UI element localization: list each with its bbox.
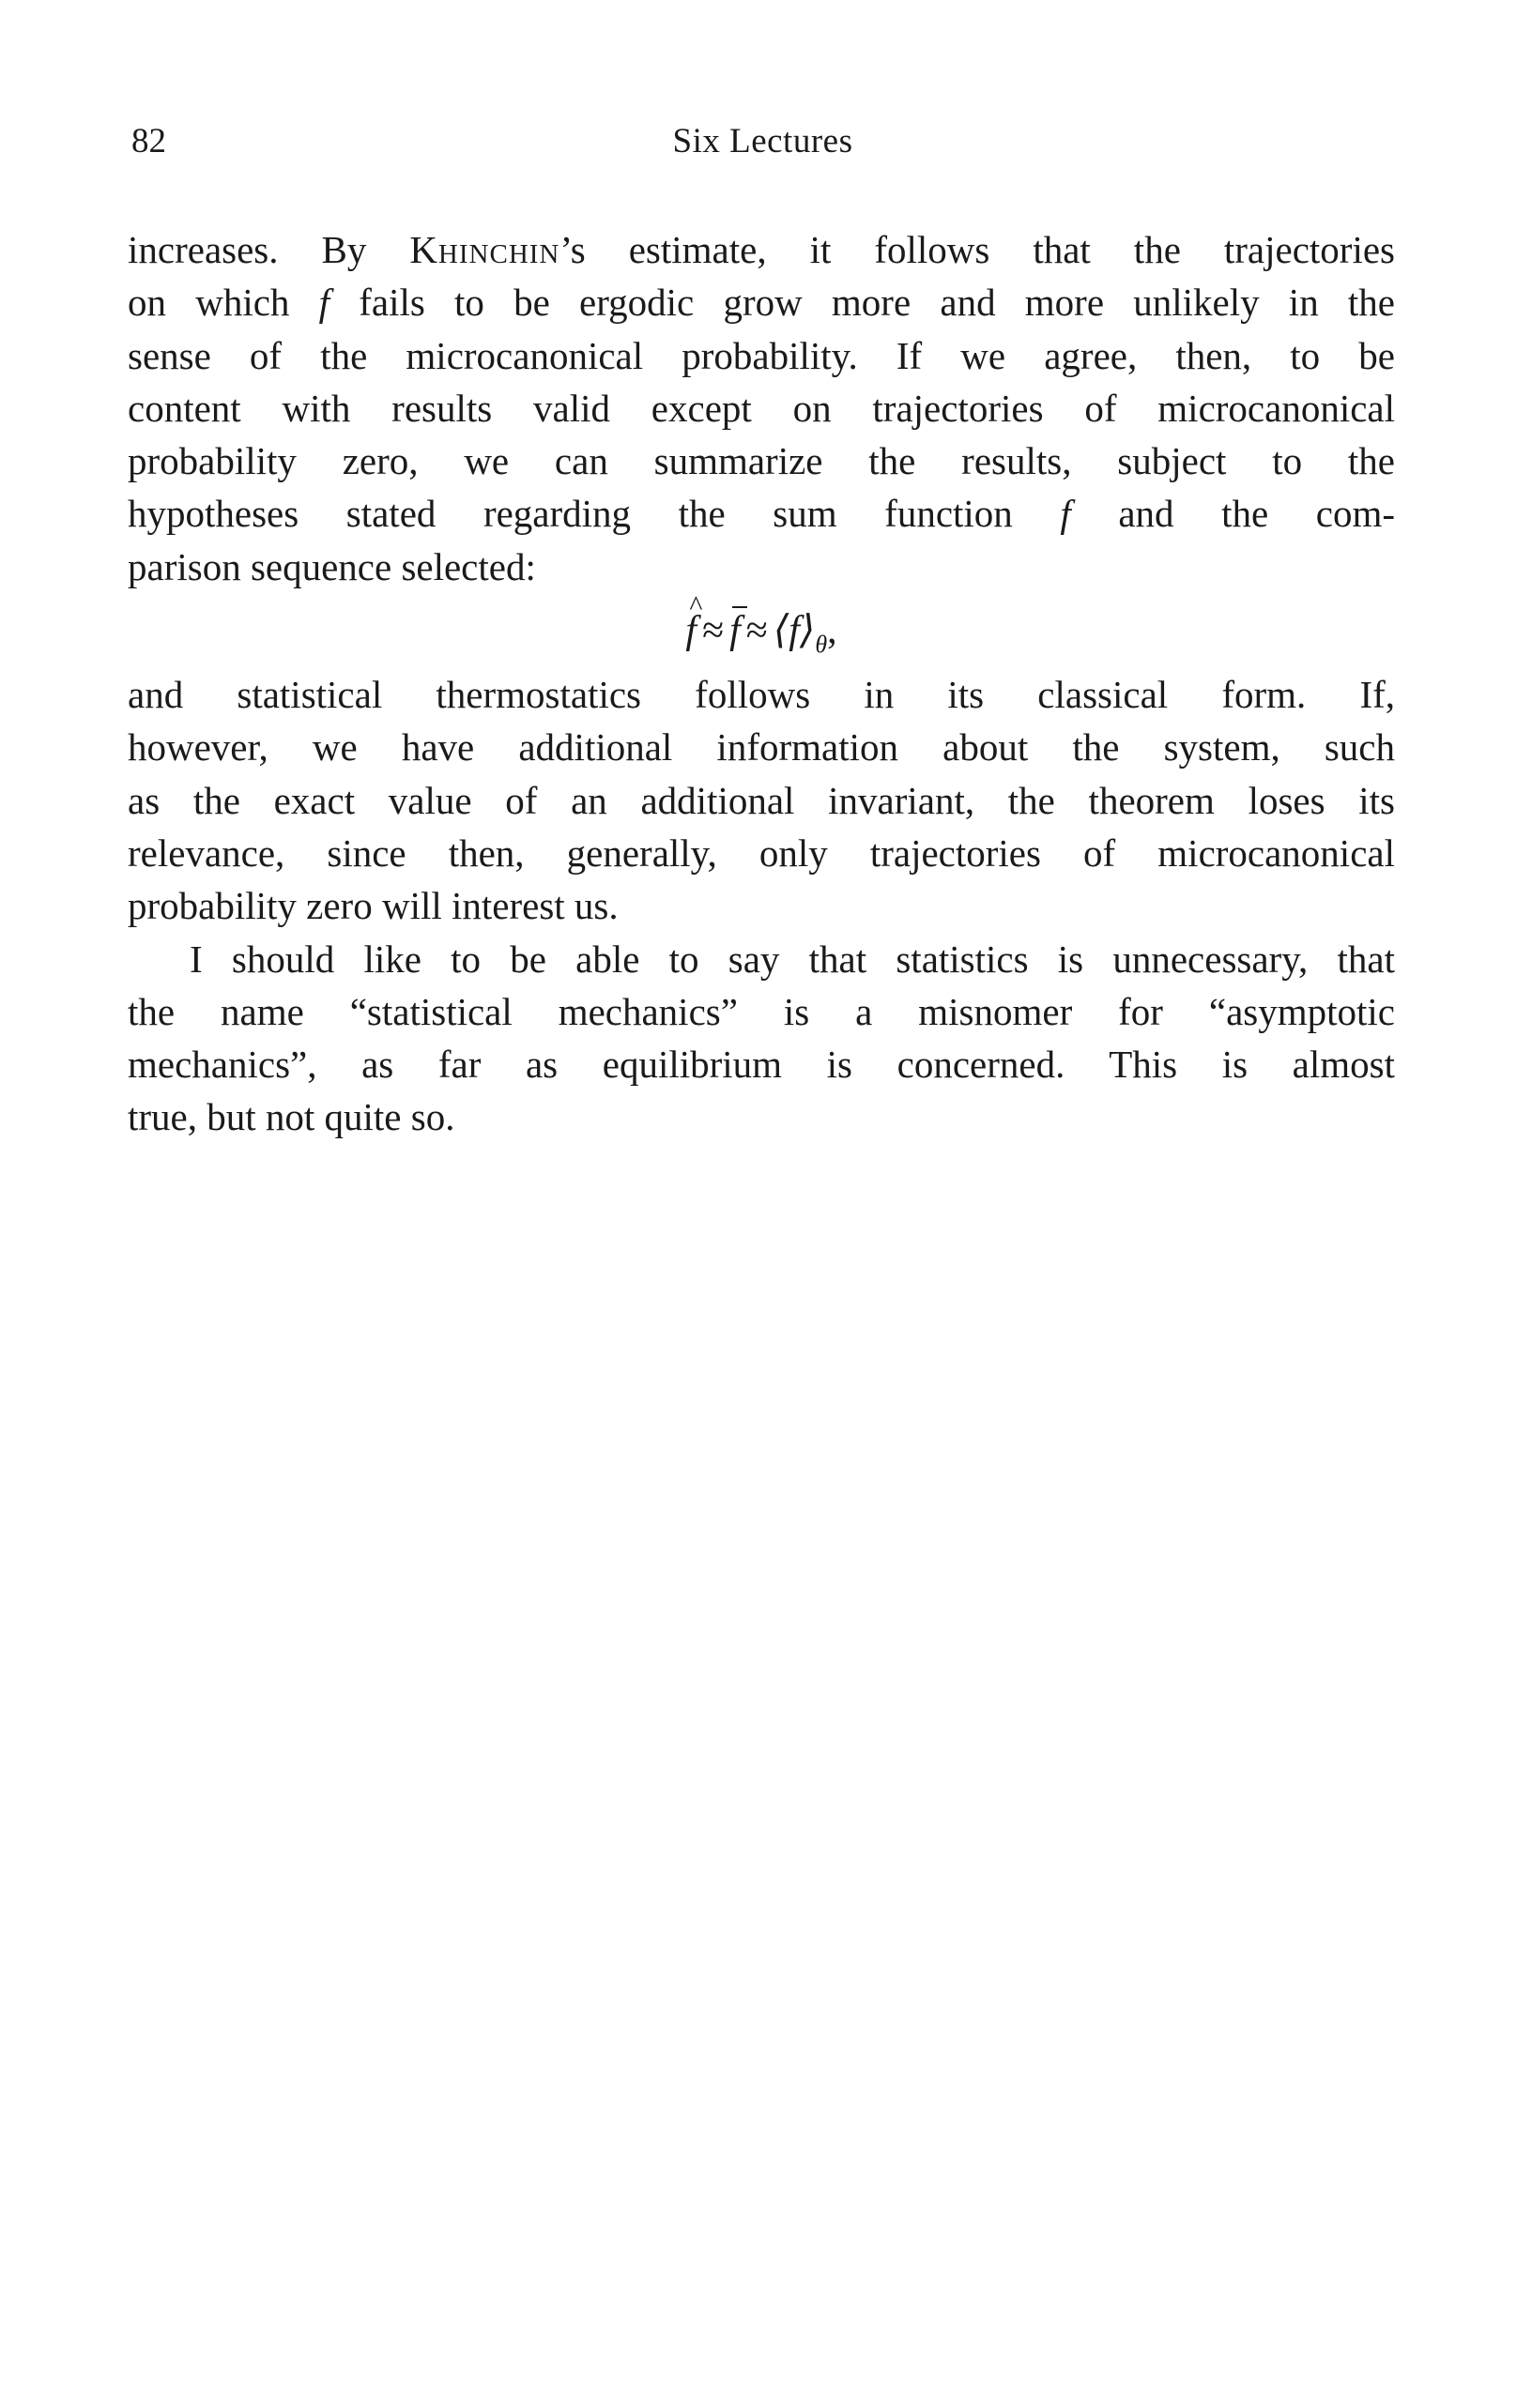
- paragraph-1: [128, 223, 1395, 593]
- theta-subscript: θ: [815, 631, 828, 659]
- body-text: [128, 223, 1395, 1144]
- text-line: content with results valid except on trajectories of microcanonical: [128, 386, 1395, 430]
- f-bar-symbol: f: [729, 593, 741, 668]
- angle-average: ⟨f⟩: [773, 609, 816, 653]
- text-line: sense of the microcanonical probability. If we agree, then, to be: [128, 333, 1395, 377]
- text-line: probability zero will interest us.: [128, 884, 619, 928]
- text-line: I should like to be able to say that statistics is unnecessary, that: [190, 937, 1395, 981]
- approx-sign: ≈: [745, 609, 768, 653]
- paragraph-3: [128, 933, 1395, 1144]
- text-line: parison sequence selected:: [128, 544, 536, 588]
- text-line: on which f fails to be ergodic grow more and more unlikely in the: [128, 281, 1395, 325]
- text-line: true, but not quite so.: [128, 1095, 455, 1139]
- text-line: mechanics”, as far as equilibrium is concerned. This is almost: [128, 1043, 1395, 1087]
- running-title: Six Lectures: [672, 122, 853, 160]
- text-line: however, we have additional information about the system, such: [128, 725, 1395, 770]
- page-number: 82: [131, 122, 166, 160]
- f-hat-symbol: ^ f: [685, 593, 697, 668]
- running-head: [131, 118, 1394, 165]
- text-line: probability zero, we can summarize the results, subject to the: [128, 439, 1395, 483]
- author-name: Khinchin: [409, 228, 560, 271]
- formula-content: [685, 593, 836, 673]
- math-symbol: f: [318, 281, 330, 325]
- text-line: relevance, since then, generally, only trajectories of microcanonical: [128, 831, 1395, 875]
- text-line: increases. By Khinchin’s estimate, it follows that the trajectories: [128, 228, 1395, 271]
- approx-sign: ≈: [702, 609, 725, 653]
- text-line: the name “statistical mechanics” is a misnomer for “asymptotic: [128, 989, 1395, 1033]
- display-formula: [128, 593, 1395, 668]
- text-line: and statistical thermostatics follows in its classical form. If,: [128, 673, 1395, 717]
- math-symbol: f: [1060, 492, 1071, 536]
- formula-comma: ,: [827, 609, 837, 653]
- text-line: as the exact value of an additional invariant, the theorem loses its: [128, 778, 1395, 822]
- paragraph-2: [128, 668, 1395, 932]
- text-line: hypotheses stated regarding the sum function f and the com-: [128, 492, 1395, 536]
